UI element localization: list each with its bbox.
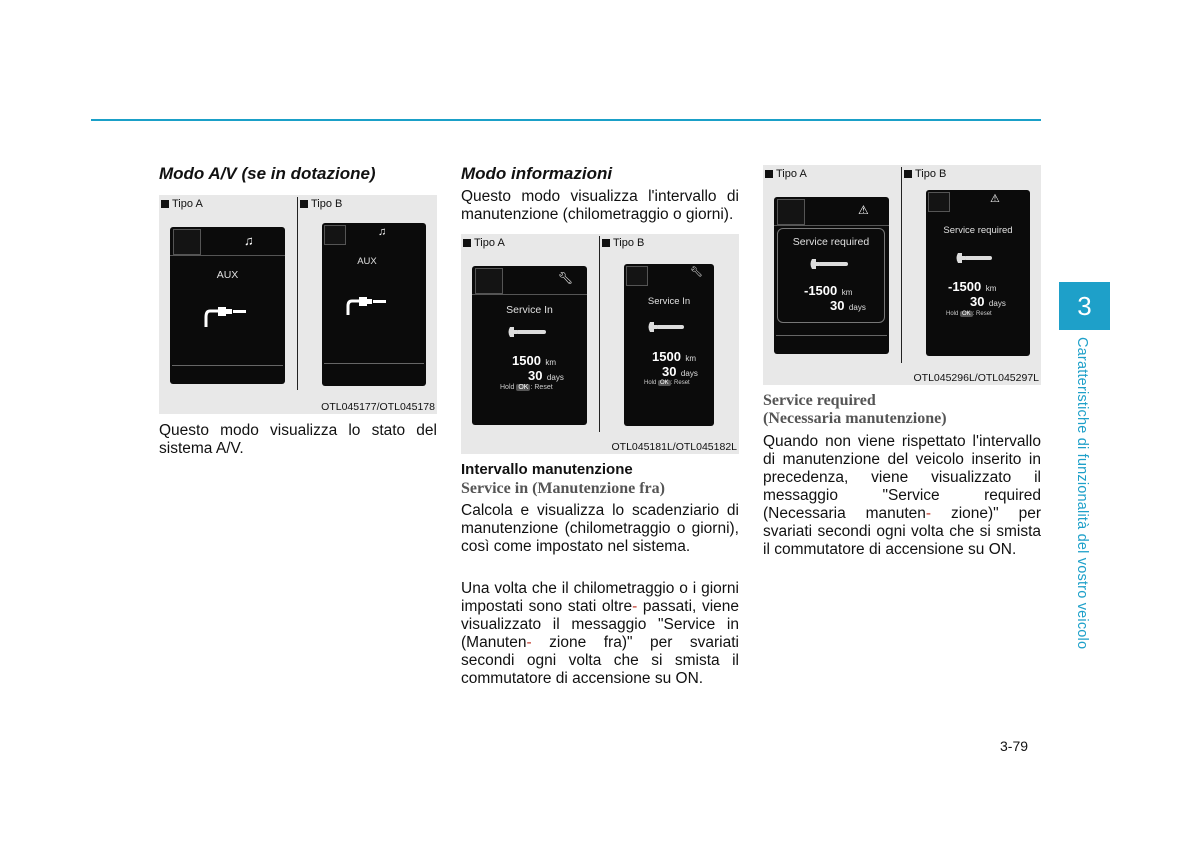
tipo-b-label: Tipo B [904, 168, 946, 180]
service-in-figure [461, 234, 739, 454]
tipo-b-label: Tipo B [300, 198, 342, 210]
service-required-title: Service required [792, 236, 870, 248]
service-required-heading: Service required [763, 392, 876, 409]
av-mode-description: Questo modo visualizza lo stato del sistema A/V. [159, 422, 437, 457]
wrench-icon [954, 251, 998, 265]
music-note-icon: ♫ [244, 233, 254, 248]
service-required-subheading: (Necessaria manutenzione) [763, 410, 947, 427]
av-screen-b [322, 223, 426, 386]
service-required-frame: Service required -1500 km 30 days [777, 228, 885, 323]
service-in-screen-a: 🔧︎ Service In 1500 km 30 days Hold OK : Reset [472, 266, 587, 425]
figure-code: OTL045181L/OTL045182L [611, 441, 737, 453]
service-in-title: Service In [647, 296, 691, 307]
wrench-icon: 🔧︎ [690, 267, 703, 278]
figure-divider [297, 197, 298, 390]
page-number: 3-79 [1000, 738, 1029, 754]
music-note-icon: ♫ [378, 226, 387, 238]
chapter-tab: 3 [1059, 282, 1110, 330]
aux-label: AUX [357, 256, 377, 267]
service-required-para: Quando non viene rispettato l'intervallo di manutenzione del veicolo inserito in precedenza, viene visualizzato il messaggio "Service required (Necessaria manuten- zione)" per svariati secondi ogni volta che si smista il commutatore di accensione su ON. [763, 433, 1041, 558]
service-required-screen-b: ⚠ Service required -1500 km 30 days Hold OK : Reset [926, 190, 1030, 356]
service-required-screen-a [774, 197, 889, 354]
service-in-screen-b: 🔧︎ Service In 1500 km 30 days Hold OK : Reset [624, 264, 714, 426]
info-mode-intro: Questo modo visualizza l'intervallo di manutenzione (chilometraggio o giorni). [461, 188, 739, 223]
service-in-para1: Calcola e visualizza lo scadenziario di manutenzione (chilometraggio o giorni), così come impostato nel sistema. [461, 502, 739, 555]
tipo-a-label: Tipo A [463, 237, 505, 249]
service-in-heading: Service in (Manutenzione fra) [461, 480, 665, 497]
maintenance-interval-heading: Intervallo manutenzione [461, 461, 633, 478]
wrench-icon [646, 320, 690, 334]
service-required-title: Service required [943, 225, 1013, 236]
aux-label: AUX [216, 269, 239, 281]
aux-plug-icon [346, 295, 392, 319]
av-mode-heading: Modo A/V (se in dotazione) [159, 164, 376, 183]
figure-code: OTL045296L/OTL045297L [913, 372, 1039, 384]
wrench-icon [808, 256, 856, 272]
tipo-a-label: Tipo A [765, 168, 807, 180]
wrench-icon [506, 324, 554, 340]
aux-plug-icon [204, 305, 252, 331]
hold-reset-hint: Hold OK : Reset [946, 311, 992, 317]
service-km-value: 1500 [512, 353, 541, 368]
tipo-a-label: Tipo A [161, 198, 203, 210]
service-in-title: Service In [506, 304, 553, 316]
service-in-para2: Una volta che il chilometraggio o i giorni impostati sono stati oltre- passati, viene visualizzato il messaggio "Service in (Manuten- zione fra)" per svariati secondi ogni volta che si smista il commutatore di accensione su ON. [461, 580, 740, 687]
top-rule [91, 119, 1041, 121]
info-mode-heading: Modo informazioni [461, 164, 613, 183]
chapter-title: Caratteristiche di funzionalità del vostro veicolo [1074, 337, 1090, 650]
av-figure [159, 195, 437, 414]
service-days-value: 30 [528, 368, 543, 383]
warning-icon: ⚠ [990, 193, 1000, 205]
figure-divider [599, 236, 600, 432]
service-km-value: -1500 [948, 279, 982, 294]
service-days-value: 30 [970, 294, 985, 309]
service-km-value: 1500 [652, 349, 681, 364]
figure-code: OTL045177/OTL045178 [321, 401, 435, 413]
service-days-value: 30 [830, 298, 845, 313]
wrench-icon: 🔧︎ [558, 271, 574, 285]
figure-divider [901, 167, 902, 363]
warning-icon: ⚠ [858, 203, 869, 217]
av-screen-a [170, 227, 285, 384]
service-km-value: -1500 [804, 283, 838, 298]
hold-reset-hint: Hold OK : Reset [500, 384, 553, 391]
service-days-value: 30 [662, 364, 677, 379]
hold-reset-hint: Hold OK : Reset [644, 380, 690, 386]
service-required-figure [763, 165, 1041, 385]
tipo-b-label: Tipo B [602, 237, 644, 249]
